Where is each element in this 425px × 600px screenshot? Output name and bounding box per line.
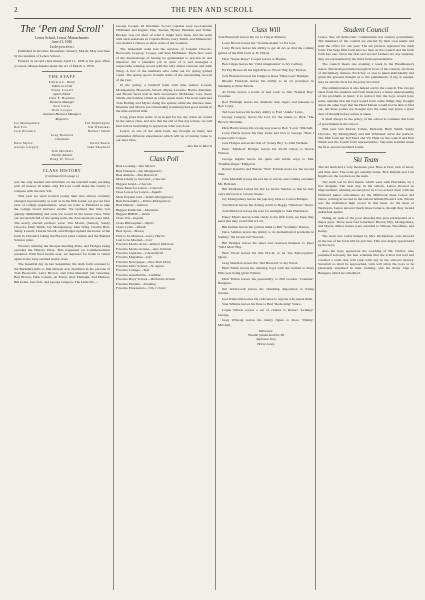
poll-answer: Ann Johnson bbox=[152, 246, 172, 251]
continued-note: (Continued from page 1) bbox=[45, 173, 79, 178]
article-paragraph: Tom Muldoon leaves his love for sunlight to Sam Hutchison. bbox=[222, 208, 309, 213]
staff-role: Sports Editor bbox=[53, 92, 71, 97]
staff-role: Business Manager bbox=[49, 100, 75, 105]
article-paragraph: Jack Bonnard leaves his budget to Ross ‘Hans Lout’ Heiliger. bbox=[222, 73, 310, 78]
staff-name: David Beach bbox=[90, 141, 110, 146]
poll-answer: Chocolo bbox=[153, 177, 166, 182]
staff-name: Dick Cooper bbox=[51, 108, 73, 113]
article-paragraph: Al Ferrie leaves a bottle of hair tonic to Jim ‘Natural Boy’ Cranmer. bbox=[218, 89, 314, 98]
poll-answer: Berkshire School bbox=[150, 277, 176, 282]
column-divider bbox=[113, 24, 114, 590]
poll-question: Favorite Cigarette— bbox=[116, 251, 146, 256]
article-paragraph: Ed Fay Brown all his high rifles to Wood ‘Big Toy’ Paxton. bbox=[222, 68, 307, 73]
staff-role: Faculty Adviser bbox=[51, 153, 73, 158]
staff-name: John Shephard bbox=[87, 145, 110, 150]
staff-role: Columnists bbox=[54, 137, 70, 142]
poll-question: Favorite College— bbox=[116, 268, 144, 273]
article-paragraph: Larry Brown leaves his ability to get all A's so that the coming genius of the fifth form A. B. Harris. bbox=[218, 46, 314, 55]
masthead-line: Independent bbox=[49, 44, 75, 49]
staff-name: Doug W. Wood bbox=[50, 157, 74, 162]
article-paragraph: Greg Wilsong leaves his dainty figure to Ross ‘Timmy’ Mitchell. bbox=[218, 318, 314, 327]
staff-name: George Gregory bbox=[14, 145, 39, 150]
poll-answer: ‘Oh, Crimes’ bbox=[148, 285, 167, 290]
article-paragraph: It shall always be the policy of the school to continue this form of government in the school. bbox=[318, 117, 414, 126]
witness-line: Woodie Sunderland the III bbox=[248, 333, 284, 338]
column-2 bbox=[116, 24, 212, 290]
article-paragraph: George Gregory leaves his love for the tennis to Rick ‘The Brown’ Sheridan. bbox=[218, 115, 314, 124]
article-paragraph: The council meets one evening a week in the Headmaster's house. The main problems brought in front of the council, are those of disciplinary matters. Each boy or case is taken individually and given the greatest thought as to the punishment, if any is needed, may be and the facts for the party involved. bbox=[318, 62, 414, 84]
article-paragraph: The administration is also helped out by the council. The can get ideas from the students and from them have a better understanding of the problems at hand. It is noticed that the boys would have some remarks that the boys would have some things they thought about the other boys that the Head Master would not be able to find out. All these points are brought into the same and given a great deal of thought before action is taken. bbox=[318, 85, 414, 116]
poll-question: Most Likely to Succeed— bbox=[116, 177, 154, 182]
section-heading: Student Council bbox=[343, 26, 389, 34]
staff-name: Edward C. Dunn bbox=[48, 80, 76, 85]
witness-block bbox=[218, 329, 314, 346]
poll-question: Best Dancer— bbox=[116, 203, 137, 208]
poll-question: Class Philosopher— bbox=[116, 220, 146, 225]
article-paragraph: The beautiful day in late September, the sixth form returned to the Berkshire hills to find thirteen new members in the persons of Tom Bosworth, Larry Brown, and John Marshall (all veterans), Ben Brown, Dick Conner, Al Ferrie, Rod Fitzhugh, Ted Hudson, Bill Kohn, Gus Soll, and George Gregory. The Little Wo ... bbox=[14, 262, 110, 284]
column-4 bbox=[318, 24, 414, 276]
article-paragraph: The team was vastly helped by Mrs. Richardson, who allowed us the use of her back hill for practice. This was deeply appreciated by the boys. bbox=[318, 234, 414, 248]
will-list bbox=[218, 35, 314, 327]
poll-question: Favorite Girls' School— bbox=[116, 264, 151, 269]
poll-question: First to be Married— bbox=[116, 233, 147, 238]
column-divider bbox=[215, 24, 216, 590]
staff-name: Joe Montgomery bbox=[14, 121, 40, 126]
poll-answer: Carr bbox=[145, 238, 153, 243]
poll-question: Most Popular Girl— bbox=[116, 194, 146, 199]
staff-name: Tandy Lowell bbox=[51, 88, 73, 93]
poll-answer: Marshall bbox=[144, 207, 158, 212]
article-paragraph: Lenox, as one of the sixth form, has brought us many and sometimes different experiences which will be of lasting value to our later lives. bbox=[116, 129, 212, 143]
divider bbox=[42, 164, 82, 165]
article-paragraph: Joel Whitcomb leaves his crabcanoe to anyone who needs them. bbox=[222, 296, 314, 301]
poll-question: Best Athlete— bbox=[116, 172, 137, 177]
section-heading: Class Will bbox=[251, 26, 281, 34]
poll-answer: Salmon bbox=[136, 203, 148, 208]
witness-line: Witnesses: bbox=[258, 328, 274, 333]
article-paragraph: Herb Wood leaves his title H.C.R. to be ‘the Episcopalian’ Quaet. bbox=[218, 250, 314, 259]
divider bbox=[346, 152, 386, 153]
masthead-paragraph: Entered as second class matter April 11, 1938 at the post office at Lenox, Massachusetts under the act of March 3, 1879. bbox=[14, 59, 110, 68]
poll-question: Last to be Married— bbox=[116, 238, 146, 243]
article-paragraph: Van Morris leaves his closing credit to Doggy ‘Windows’ Vance. bbox=[222, 203, 314, 208]
page-number: 2 bbox=[14, 6, 18, 14]
article-paragraph: The team lost its first meets, which were with Hotchkiss, by a few margins. The next day, in the slalom, Lenox showed its improvement, winning second place in a two-school meet with the Pittsfield junior schoolmen. At the Millbrook meet Lenox did better, coming in second in the slalom behind Brown's win. Brown was the individual high scorer in this meet. At the meet at Wesleyan, Lenox showed much more balance, though they lacked individual sparks. bbox=[318, 179, 414, 214]
article-paragraph: The ski team had a very moderate year. Here at first, lack of snow, and then later. The team got steadily better. Bob Pelham and Carl Ingalls are the top men on the team. bbox=[318, 165, 414, 178]
masthead-line: June 21, 1946 bbox=[51, 40, 73, 45]
poll-question: Favorite Movie Actor— bbox=[116, 242, 151, 247]
poll-answer: Chocolo bbox=[139, 181, 152, 186]
poll-question: Favorite Newspaper— bbox=[116, 259, 149, 264]
article-paragraph: Long years have some of us hoped for the day when we would be the senior class, and now that the end of that day is here, we will find it most heartening to appreciate what was done. bbox=[116, 115, 212, 128]
poll-answer: New York Times bbox=[148, 259, 171, 264]
poll-question: Favorite Automobile— bbox=[116, 272, 150, 277]
poll-answer: Ingalls bbox=[151, 190, 162, 195]
poll-question: Done Most for Lenox— bbox=[116, 185, 151, 190]
divider bbox=[144, 151, 184, 152]
article-paragraph: Bill Bridges leaves his quiet and reserved manners to Peter ‘Wild Man’ Hay. bbox=[218, 240, 314, 249]
page-header bbox=[14, 6, 411, 18]
article-paragraph: Jack Hodges leaves his title of ‘Sonny Boy’ to John Wellster. bbox=[222, 141, 309, 146]
poll-question: Best Sport— bbox=[116, 229, 135, 234]
poll-question: Favorite Expression— bbox=[116, 285, 149, 290]
article-paragraph: This year we were noticed young men who almost certainly changed in personality as well as in the fifth forms; we got our first taste of college requirements, when we went to Pittsfield to take the college board entrance exams. We realized that time was quickly diminishing and soon we would be the senior class. With our last month full of the spring term, the class elections were held. The newly elected prefects were: Van Morris (Senior), Sandy Chocolo, Herb Smith, Jay Montgomery, John Wing, Charlie Holt, Tandy Lowell, Charlie Woodt, and Hodges upheld the honor of the form in Chronic's taking the Harvard prize column and the Bullard Science prize. bbox=[14, 194, 110, 242]
poll-question: Favorite Magazine— bbox=[116, 255, 147, 260]
poll-answer: Life bbox=[146, 255, 152, 260]
staff-name: Greg Bonnard bbox=[50, 133, 74, 138]
poll-answer: Yale bbox=[143, 268, 150, 273]
staff-name: Ken Carey bbox=[53, 104, 71, 109]
staff-name: Herbert Smith bbox=[87, 129, 110, 134]
article-paragraph: The basketball team had the services of Captain Chocolo, Bosworth, Gregory, Cooper, and Rod McMaster. There how were of the disadvantage of having no gymnasium to practice in and therefore did a plausible job in spite of it and managed a respectable winning record with the only senior veterans and John Wing. A few of the members who came out for spring gained credit. The spring sports brought some of the outstanding records of the year. bbox=[116, 47, 212, 82]
article-paragraph: In the spring, a baseball team with nine seniors Lowell, Montgomery, Bosworth, Woodt, Bryan, Lucedia, Harris, Marshall, and Brown fared well in their encounters. McMaster, Carr, Steve Smith, and Salmon rallied as a fine tennis team. The track team had Tom Bolling and Myers doing the sprints while the distance men, Hopkins and Morris (an outstanding trackman) had good results in the mile and half mile. bbox=[116, 83, 212, 114]
poll-answer: Brown bbox=[134, 229, 144, 234]
staff-name: Tom Mitchell bbox=[51, 149, 73, 154]
poll-answer: Myers bbox=[145, 220, 154, 225]
article-paragraph: Peter ‘Mitchell’ Hodges leaves his 26-20 vision to Norris Watson. bbox=[218, 147, 314, 156]
witness-line: Horse Lanny bbox=[257, 341, 275, 346]
column-divider bbox=[315, 24, 316, 590]
staff-role: Editor-in-Chief bbox=[51, 84, 73, 89]
poll-answer: Smoking bbox=[143, 281, 156, 286]
staff-name: John F. Hopkins bbox=[49, 96, 75, 101]
poll-answer: Tollen-Montgomery bbox=[142, 198, 171, 203]
article-paragraph: John Marshall leaves his red hat to run up and coming caretaker Mr. Holland. bbox=[218, 177, 314, 186]
poll-question: Does Lenox for Lenox— bbox=[116, 190, 152, 195]
article-paragraph: Rhodes Freedom leaves his ability to be on probation in Smoking to Peter Morris. bbox=[218, 79, 314, 88]
witness-line: Alphonse Dog bbox=[256, 337, 276, 342]
article-paragraph: Lenox, like all democratic communities has student government. The members of the council are elected by their own teams and hold the office for one year. The six prefects represent the sixth form. The large fifth form has two men on the council and the forth form has one. Since the first and second formers are day students, they are represented by the third form representative. bbox=[318, 35, 414, 61]
article-paragraph: Dick Tollen leaves his personality to Bill Gordon ‘Granular’ Bangtree. bbox=[218, 276, 314, 285]
article-signature: —Van Burns Morris bbox=[184, 143, 212, 148]
poll-answer: Woodt bbox=[136, 225, 146, 230]
section-heading: Class Poll bbox=[149, 155, 179, 164]
poll-question: Favorite Movie Actress— bbox=[116, 246, 153, 251]
article-paragraph: Woods's winning the Morgan Reading Prize, and Hodges being awarded the History Prize. This happened on Commencement weekend. With final exams over, we departed for home to return again as the long-awaited senior class. bbox=[14, 243, 110, 261]
column-3 bbox=[218, 24, 314, 346]
poll-answer: Jay Montgomery bbox=[138, 168, 163, 173]
reporters-label: Reporters bbox=[55, 117, 69, 122]
ski-article bbox=[318, 165, 414, 275]
article-paragraph: Ben Cripps leaves his ‘vivid imagination’ to Ivy Carling. bbox=[222, 62, 303, 67]
article-paragraph: Bill McMaster leaves his last Le Globe Sunrise so that he may carry the torch to Grover Steele. bbox=[218, 187, 314, 196]
poll-answer: Chocolo bbox=[150, 185, 163, 190]
article-paragraph: Bill Pullins leaves his cynical mind to Bill ‘Scrimmy’ Harrop. bbox=[222, 224, 310, 229]
header-rule bbox=[14, 18, 411, 19]
poll-answer: Smith bbox=[141, 212, 150, 217]
poll-answer: Van Morris bbox=[138, 164, 155, 169]
poll-question: Best Personality— bbox=[116, 198, 143, 203]
article-paragraph: George Cooper, all lettermen. Soccer captains were Go-Captains Whittaker and Ingalls, Dep. Skeran, Hynes, Hendren and Tollen. Hockey was cut short of what it might have been, and the team with such standouts as Captain Harris, Gary Smith, and Milankovic was denied a chance to show some of the wonders. bbox=[116, 24, 212, 46]
article-paragraph: Logan Wilson leaves a set of clothes to Robert ‘Grumpy’ George. bbox=[218, 308, 314, 317]
staff-name: Ben Fox bbox=[14, 125, 27, 130]
article-paragraph: Dick “Super-Dope” Cooper leaves to Hawke. bbox=[222, 56, 287, 61]
masthead-paragraph: Published in October, December, January, March, May and June by the students of Lenox School. bbox=[14, 49, 110, 58]
staff-role: Assistant Business Managers bbox=[42, 112, 82, 117]
article-paragraph: Rod Fitzhugh leaves his dramatic title, tigers and bananas to Bob Carey. bbox=[218, 99, 314, 108]
staff-name: Jim Whittaker bbox=[88, 125, 110, 130]
poll-answer: St. Agnes bbox=[150, 264, 164, 269]
poll-question: Biggest Grind— bbox=[116, 181, 140, 186]
poll-question: Biggest BMOC— bbox=[116, 212, 142, 217]
poll-question: Class Wit— bbox=[116, 216, 134, 221]
section-heading: CLASS HISTORY bbox=[42, 168, 82, 174]
poll-question: Favorite Boys' School— bbox=[116, 277, 151, 282]
article-paragraph: Ted Gore leaves his hockey ability to Fred ‘Ankle’ Levis. bbox=[222, 109, 304, 114]
council-article bbox=[318, 35, 414, 149]
article-paragraph: Herb Smith leaves his winning ways with the woman to Dave Ellis year being given Tollens. bbox=[218, 266, 314, 275]
section-heading: Ski Team bbox=[353, 156, 379, 165]
article-paragraph: Larry Brown leaves his ‘Trouble-maker’ to Ed Carr. bbox=[222, 40, 296, 45]
article-paragraph: was the only student and letterman on the baseball team; pitching well all season. In tennis only Ed Carr could make the varsity to compete with the new Y.R. bbox=[14, 180, 110, 193]
article-paragraph: Larry Harris leaves his Dan Jacks and bics to George ‘Hors I Come Girls’ Cogan. bbox=[218, 131, 314, 140]
article-paragraph: Jim Wadsworth leaves his charming disposition to Irving Strauss. bbox=[218, 286, 314, 295]
article-paragraph: Stan Wilkins leaves his flute to Bud ‘Reckoning’ Vance. bbox=[222, 302, 302, 307]
article-paragraph: Skiing, in spite of the poor showing this year participated as a major sport. There were four lettermen: Brown, Hay, Montgomery, and Myers. Minor letters were awarded to Wilson, Woodbury, and Kemp. bbox=[318, 215, 414, 233]
poll-question: Biggest Politician— bbox=[116, 207, 145, 212]
poll-answer: Cadillac bbox=[149, 272, 162, 277]
poll-list bbox=[116, 164, 212, 290]
divider bbox=[42, 71, 82, 72]
poll-question: Favorite Pastime— bbox=[116, 281, 144, 286]
newspaper-title: THE PEN AND SCROLL bbox=[171, 6, 254, 14]
masthead-title: The ‘Pen and Scroll’ bbox=[20, 24, 104, 35]
article-paragraph: Dick Harris leaves his wrong-way pass to Bob ‘Lover’ Mitchell. bbox=[222, 125, 314, 130]
poll-answer: Chesterfield bbox=[145, 251, 163, 256]
article-paragraph: Jay Montgomery leaves the pup-dog slide to Colton Bridges. bbox=[222, 197, 309, 202]
poll-question: Best Looking— bbox=[116, 164, 139, 169]
article-paragraph: Dave Salmon leaves his ability to do mathematical problems in Sammy ‘the brown tail’ Stewart. bbox=[218, 230, 314, 239]
poll-question: Best Dressed— bbox=[116, 168, 139, 173]
article-paragraph: Also the boys appreciate the coaching of Mr. Nichol, who presented seriously the best schedule that the school has had and coached a team that will rank with any in the school's history. Snowfall so shall be approached, with will allow the boys to be pleasantly surprised in their training, and the many trips to Bumpers which he scheduled. bbox=[318, 248, 414, 275]
poll-item bbox=[116, 286, 212, 290]
staff-name: Jack Woodard bbox=[14, 129, 36, 134]
article-paragraph: Robert Kornblo and Burrus ‘Fish’ Tolman leave for the second time. bbox=[218, 167, 314, 176]
masthead-line: Lenox School, Lenox, Massachusetts bbox=[35, 36, 89, 40]
poll-question: Class Cynic— bbox=[116, 225, 137, 230]
article-paragraph: George Ingalls leaves his quiet and subtle ways to Mac ‘Pumble-finger’ Plimpton. bbox=[218, 157, 314, 166]
article-paragraph: This year Van Morris, Tollen, Richards, Herb Smith, Sandy Chocolo, Jay Montgomery and Jim Whittaker serve the prefects. The fifth form put Ted Yates and Vic Hunt on the council and Bob Smith was the fourth form representative. Sabourin Gamble made the first, second and third forms. bbox=[318, 127, 414, 149]
staff-name: Dave Myers bbox=[14, 141, 33, 146]
poll-answer: Ingalls bbox=[133, 216, 144, 221]
article-paragraph: Fancy Myers leaves some candy to the fifth form, we hope they need that they could find it's all. bbox=[218, 214, 314, 224]
poll-answer: Tom Bosworth bbox=[136, 172, 158, 177]
poll-answer: Larry Harris bbox=[146, 233, 165, 238]
staff-heading: THE STAFF bbox=[48, 73, 76, 79]
article-paragraph: Tom Bosworth leaves his car to Thayer Roberts. bbox=[218, 35, 287, 39]
poll-answer: Tollen-Montgomery bbox=[145, 194, 174, 199]
poll-answer: Robert Mitchum bbox=[150, 242, 174, 247]
staff-name: Ted Nightingale bbox=[84, 121, 110, 126]
article-paragraph: Greg Sherman leaves the ‘Old Heavard’ to Jay Wood. bbox=[222, 260, 299, 265]
column-1 bbox=[14, 24, 110, 285]
